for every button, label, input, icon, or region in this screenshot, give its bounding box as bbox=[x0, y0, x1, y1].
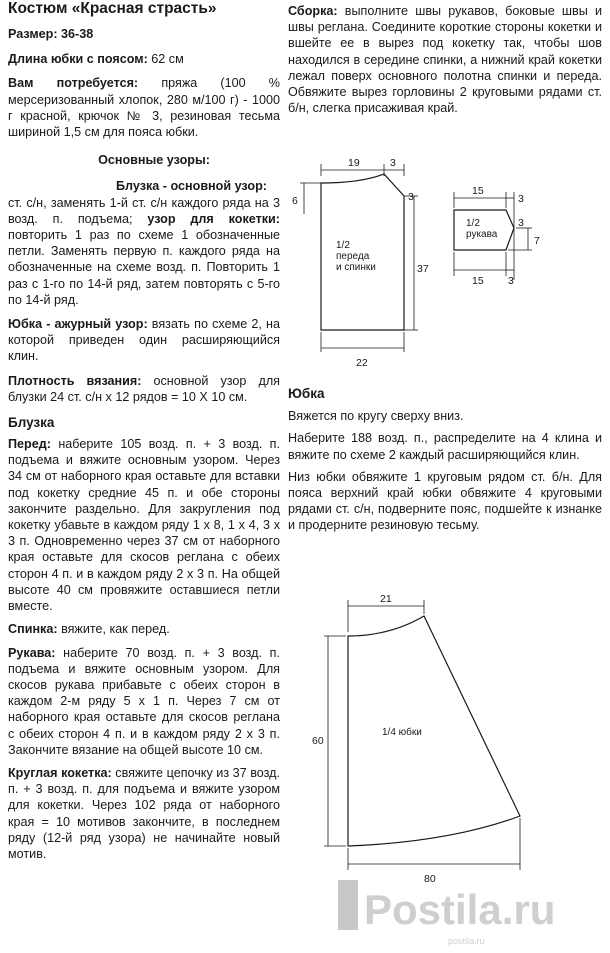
size-label: Размер: bbox=[8, 27, 58, 41]
skirt-length-label: Длина юбки с поясом: bbox=[8, 52, 148, 67]
watermark-brand: Postila.ru bbox=[364, 886, 556, 933]
sleeves-paragraph bbox=[8, 645, 280, 758]
dim-top-right-label: 3 bbox=[390, 157, 396, 169]
back-text: вяжите, как перед. bbox=[61, 622, 170, 637]
dim-bottom-label: 22 bbox=[356, 357, 368, 369]
front-paragraph bbox=[8, 436, 280, 614]
assembly-text: выполните швы рукавов, боковые швы и швы реглана. Соедините короткие стороны кокетки и вшейте ее в вырез под кокетку так, чтобы шов находился в середине спинки, а нижний край кокетки лежал поверх основного полотна спинки и переда. Обвяжите вырез горловины 2 круговыми рядами ст. б/н, слегка присаживая край. bbox=[288, 4, 602, 116]
size-line bbox=[8, 26, 280, 42]
page-title: Костюм «Красная страсть» bbox=[8, 0, 217, 17]
back-paragraph bbox=[8, 621, 280, 637]
skirt-paragraph-2: Наберите 188 возд. п., распределите на 4 клина и вяжите по схеме 2 каждый расширяющийся клин. bbox=[288, 431, 602, 462]
sleeves-text: наберите 70 возд. п. + 3 возд. п. подъема и вяжите основным узором. Для скосов рукава прибавьте с обеих сторон в каждом 2-м ряду 5 х 1 п. Через 7 см от наборного края оставьте для скосов реглана с обеих сторон 4 п. и в каждом ряду 2 х 3 п. Закончите вязание на общей высоте 10 см. bbox=[8, 645, 281, 757]
dim-top-label: 19 bbox=[348, 157, 360, 169]
blouse-heading: Блузка bbox=[8, 415, 55, 431]
left-column bbox=[8, 0, 280, 862]
body-label-2: переда bbox=[336, 251, 370, 262]
right-column bbox=[288, 0, 602, 116]
pin-icon bbox=[338, 880, 358, 930]
skirt-label: 1/4 юбки bbox=[382, 727, 422, 738]
dim-left-label: 6 bbox=[292, 195, 298, 207]
sleeve-dim-bottom-right: 3 bbox=[508, 275, 514, 287]
front-label: Перед: bbox=[8, 437, 51, 452]
skirt-dim-height: 60 bbox=[312, 735, 324, 747]
watermark-site: postila.ru bbox=[448, 936, 485, 946]
yoke-pattern-label: узор для кокетки: bbox=[147, 211, 280, 226]
density-label: Плотность вязания: bbox=[8, 373, 142, 388]
sleeves-label: Рукава: bbox=[8, 645, 56, 660]
skirt-pattern-label: Юбка - ажурный узор: bbox=[8, 317, 148, 332]
materials-text: пряжа (100 % мерсеризованный хлопок, 280 м/100 г) - 1000 г красной, крючок № 3, резиновая тесьма шириной 1,5 см для пояса юбки. bbox=[8, 76, 281, 140]
patterns-heading: Основные узоры: bbox=[98, 153, 210, 168]
materials-label: Вам потребуется: bbox=[8, 76, 139, 91]
materials-paragraph bbox=[8, 75, 280, 140]
body-label-3: и спинки bbox=[336, 262, 376, 273]
body-label-1: 1/2 bbox=[336, 240, 350, 251]
sleeve-pattern-diagram bbox=[446, 180, 566, 298]
sleeve-dim-top: 15 bbox=[472, 185, 484, 197]
skirt-pattern-diagram bbox=[300, 588, 540, 888]
skirt-dim-top: 21 bbox=[380, 593, 392, 605]
assembly-paragraph bbox=[288, 3, 602, 116]
yoke-pattern-text: повторить 1 раз по схеме 1 обозначенные петли. Заменять первую п. каждого ряда на обозначенные на схеме возд. п. Повторить 1 раз с 1-го по 14-й ряд, затем повторять с 5-го по 14-й ряд. bbox=[8, 228, 280, 307]
assembly-label: Сборка: bbox=[288, 4, 338, 18]
size-value: 36-38 bbox=[61, 27, 94, 41]
blouse-pattern-label: Блузка - основной узор: bbox=[116, 179, 267, 194]
skirt-dim-bottom: 80 bbox=[424, 873, 436, 885]
skirt-pattern-paragraph bbox=[8, 316, 280, 365]
skirt-length-line bbox=[8, 51, 280, 67]
skirt-pattern-text: вязать по схеме 2, на которой приведен один расширяющийся клин. bbox=[8, 317, 280, 364]
density-text: основной узор для блузки 24 ст. с/н х 12 рядов = 10 Х 10 см. bbox=[8, 373, 280, 404]
skirt-outline bbox=[348, 616, 520, 846]
postila-logo bbox=[298, 866, 610, 953]
sleeve-dim-height: 7 bbox=[534, 235, 540, 247]
skirt-heading: Юбка bbox=[288, 386, 325, 401]
sleeve-label-2: рукава bbox=[466, 229, 498, 240]
yoke-paragraph bbox=[8, 765, 280, 862]
sleeve-dim-right-top: 3 bbox=[518, 193, 524, 205]
dim-height-label: 37 bbox=[417, 263, 429, 275]
back-label: Спинка: bbox=[8, 622, 58, 637]
sleeve-label-1: 1/2 bbox=[466, 218, 480, 229]
skirt-length-value: 62 см bbox=[151, 52, 184, 67]
blouse-pattern-paragraph bbox=[8, 178, 280, 308]
watermark bbox=[298, 866, 610, 953]
yoke-label: Круглая кокетка: bbox=[8, 765, 112, 780]
skirt-section bbox=[288, 386, 602, 534]
density-paragraph bbox=[8, 373, 280, 405]
blouse-pattern-text: ст. с/н, заменять 1-й ст. с/н каждого ряда на 3 возд. п. подъема; bbox=[8, 195, 280, 226]
skirt-paragraph-3: Низ юбки обвяжите 1 круговым рядом ст. б/н. Для пояса верхний край юбки обвяжите 4 круговыми рядами ст. с/н, подверните пояс, подшейте к изнанке и продерните резиновую тесьму. bbox=[288, 469, 602, 533]
sleeve-dim-bottom: 15 bbox=[472, 275, 484, 287]
body-pattern-diagram bbox=[286, 152, 436, 372]
yoke-text: свяжите цепочку из 37 возд. п. + 3 возд. п. для подъема и вяжите узором для кокетки. Через 102 ряда от наборного края = 10 мотивов закончите, в последнем ряду (12-й ряд узора) не начинайте новый мотив. bbox=[8, 765, 281, 861]
dim-right-top-label: 3 bbox=[408, 191, 414, 203]
sleeve-dim-right-mid: 3 bbox=[518, 217, 524, 229]
skirt-paragraph-1: Вяжется по кругу сверху вниз. bbox=[288, 409, 464, 424]
front-text: наберите 105 возд. п. + 3 возд. п. подъема и вяжите основным узором. Через 34 см от наборного края оставьте для вставки под кокетку средние 45 п. и обе стороны закончите раздельно. Для закругления под кокетку убавьте в каждом ряду 1 х 8, 1 х 4, 3 х 3 п. Одновременно через 37 см от наборного края оставьте для скосов реглана с обеих сторон 4 п. и в каждом ряду 2 х 3 п. На общей высоте 40 см провяжите оставшиеся петли вместе. bbox=[8, 437, 281, 614]
